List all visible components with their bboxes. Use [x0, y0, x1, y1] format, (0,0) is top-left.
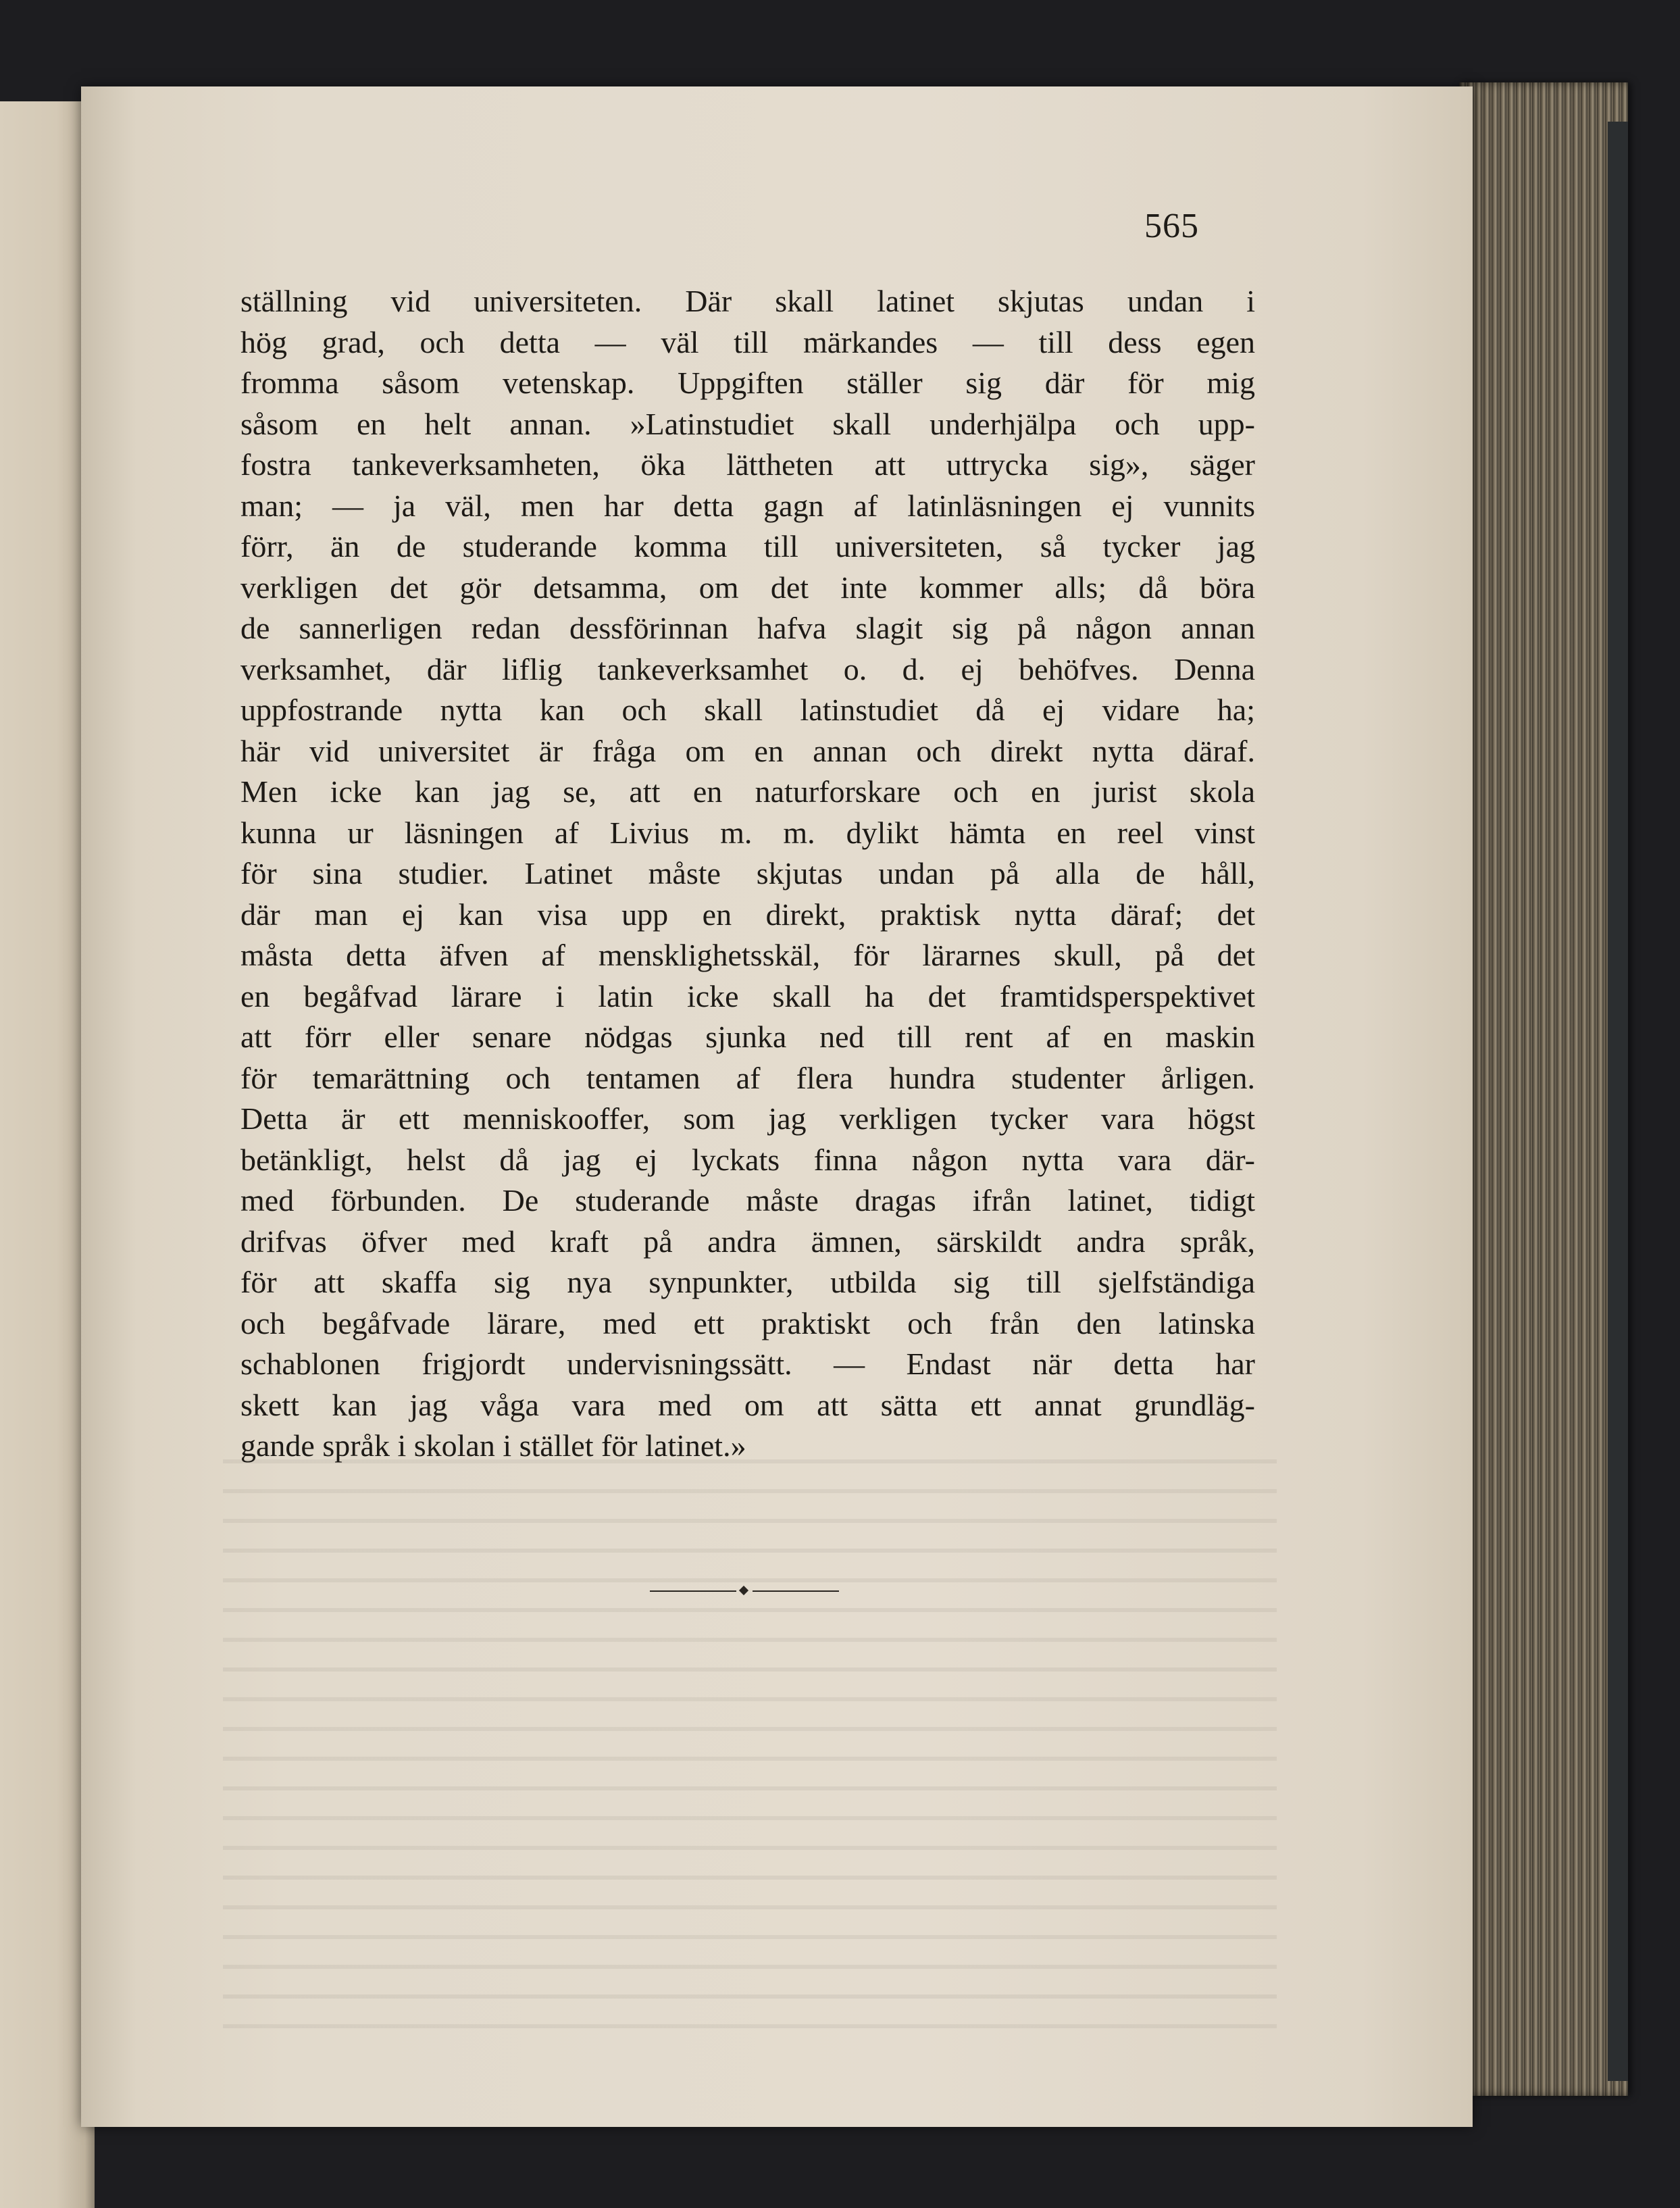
facing-page-edge [0, 101, 95, 2208]
divider-rule-left [650, 1590, 736, 1592]
show-through-texture [223, 1446, 1277, 2054]
text-line: verkligen det gör detsamma, om det inte kommer alls; då böra [240, 570, 1255, 605]
text-line: här vid universitet är fråga om en annan och direkt nytta däraf. [240, 733, 1255, 768]
text-line: de sannerligen redan dessförinnan hafva slagit sig på någon annan [240, 611, 1255, 645]
text-line: man; — ja väl, men har detta gagn af latinläsningen ej vunnits [240, 488, 1255, 523]
text-line: Detta är ett menniskooffer, som jag verkligen tycker vara högst [240, 1101, 1255, 1136]
text-line: kunna ur läsningen af Livius m. m. dylikt hämta en reel vinst [240, 815, 1255, 850]
text-line: och begåfvade lärare, med ett praktiskt och från den latinska [240, 1305, 1255, 1340]
text-line: hög grad, och detta — väl till märkandes — till dess egen [240, 324, 1255, 359]
text-line: Men icke kan jag se, att en naturforskare och en jurist skola [240, 774, 1255, 809]
text-line: förr, än de studerande komma till universiteten, så tycker jag [240, 529, 1255, 563]
text-line: måsta detta äfven af mensklighetsskäl, för lärarnes skull, på det [240, 938, 1255, 972]
text-line: betänkligt, helst då jag ej lyckats finna någon nytta vara där- [240, 1142, 1255, 1177]
book-page-stack [1459, 82, 1628, 2096]
divider-diamond-icon [739, 1586, 748, 1595]
text-line: för sina studier. Latinet måste skjutas undan på alla de håll, [240, 856, 1255, 890]
text-line: gande språk i skolan i stället för latinet.» [240, 1428, 746, 1463]
text-line: ställning vid universiteten. Där skall latinet skjutas undan i [240, 284, 1255, 318]
text-line: att förr eller senare nödgas sjunka ned till rent af en maskin [240, 1020, 1255, 1054]
body-text [240, 281, 1255, 1467]
page-number: 565 [1144, 207, 1199, 245]
text-line: skett kan jag våga vara med om att sätta ett annat grundläg- [240, 1387, 1255, 1422]
text-line: med förbunden. De studerande måste dragas ifrån latinet, tidigt [240, 1183, 1255, 1218]
text-line: en begåfvad lärare i latin icke skall ha det framtidsperspektivet [240, 978, 1255, 1013]
text-line: verksamhet, där liflig tankeverksamhet o. d. ej behöfves. Denna [240, 651, 1255, 686]
text-line: drifvas öfver med kraft på andra ämnen, särskildt andra språk, [240, 1224, 1255, 1259]
text-line: för temarättning och tentamen af flera hundra studenter årligen. [240, 1060, 1255, 1095]
text-line: såsom en helt annan. »Latinstudiet skall underhjälpa och upp- [240, 406, 1255, 441]
book-cover-edge [1608, 122, 1628, 2081]
text-line: uppfostrande nytta kan och skall latinstudiet då ej vidare ha; [240, 693, 1255, 727]
text-line: schablonen frigjordt undervisningssätt. — Endast när detta har [240, 1347, 1255, 1381]
section-divider-ornament [650, 1584, 839, 1598]
text-line: fostra tankeverksamheten, öka lättheten att uttrycka sig», säger [240, 447, 1255, 482]
text-line: fromma såsom vetenskap. Uppgiften ställer sig där för mig [240, 366, 1255, 400]
divider-rule-right [753, 1590, 839, 1592]
text-line: för att skaffa sig nya synpunkter, utbilda sig till sjelfständiga [240, 1265, 1255, 1299]
text-line: där man ej kan visa upp en direkt, praktisk nytta däraf; det [240, 897, 1255, 932]
